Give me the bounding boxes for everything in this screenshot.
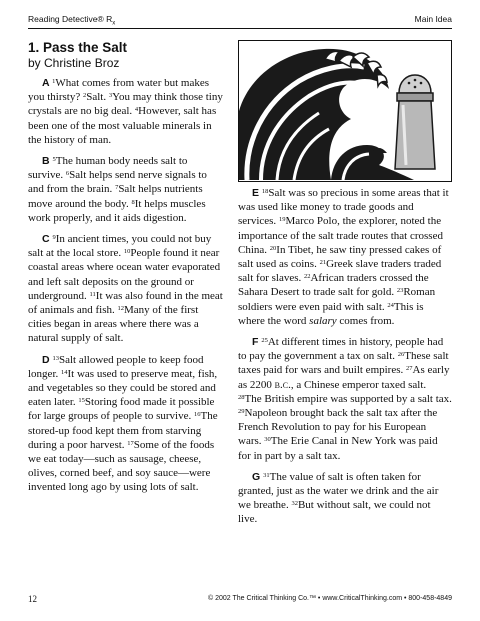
sentence-number: 9 bbox=[52, 234, 56, 242]
small-caps-text: b.c. bbox=[274, 378, 291, 391]
paragraph-a: A $^1$What comes from water but makes you thirsty? $^2$Salt. $^3$You may think those tiny crystals are no big deal. $^4$However, salt has been one of the most valuable minerals in the history of man. bbox=[28, 77, 223, 146]
sentence-number: 32 bbox=[291, 500, 298, 508]
salt-shaker-icon bbox=[395, 75, 435, 169]
sentence-number: 20 bbox=[269, 244, 277, 252]
sentence-number: 25 bbox=[261, 337, 268, 345]
sentence-number: 2 bbox=[83, 92, 87, 100]
story-title: 1. Pass the Salt bbox=[28, 40, 128, 55]
sentence-number: 10 bbox=[123, 248, 131, 256]
sentence-number: 15 bbox=[78, 397, 85, 405]
page-number: 12 bbox=[28, 594, 37, 604]
paragraph-letter: A bbox=[42, 77, 53, 89]
paragraph-letter: G bbox=[252, 470, 264, 483]
sentence-number: 16 bbox=[193, 411, 201, 419]
paragraph-c: C $^9$In ancient times, you could not buy salt at the local store. $^{10}$People found it near coastal areas where ocean water evaporated and left salt deposits on the ground or underground. $^{11}$It was also found in the meat of animals and fish. $^{12}$Many of the first cities began in areas where there was a natural supply of salt. bbox=[28, 233, 223, 345]
sentence-number: 21 bbox=[319, 259, 327, 267]
page-header bbox=[28, 14, 452, 28]
sentence-number: 3 bbox=[108, 92, 113, 100]
section-name: Main Idea bbox=[414, 14, 452, 24]
sentence-number: 14 bbox=[61, 368, 68, 376]
left-column bbox=[28, 76, 224, 502]
sentence-number: 7 bbox=[115, 184, 119, 192]
paragraph-f: F $^{25}$At different times in history, people had to pay the government a tax on salt. $^{26}$These salt taxes paid for wars and built empires. $^{27}$As early as 2200 b.c., a Chinese emperor taxed salt. $^{28}$The British empire was supported by a salt tax. $^{29}$Napoleon brought back the salt tax after the French Revolution to pay for his European wars. $^{30}$The Erie Canal in New York was paid for in part by a salt tax. bbox=[238, 336, 452, 462]
sentence-number: 6 bbox=[65, 170, 70, 178]
header-rule bbox=[28, 28, 452, 29]
paragraph-b: B $^5$The human body needs salt to survive. $^6$Salt helps send nerve signals to and from the brain. $^7$Salt helps nutrients move around the body. $^8$It helps muscles work properly, and it aids digestion. bbox=[28, 155, 207, 224]
sentence-number: 26 bbox=[397, 351, 405, 359]
paragraph-letter: C bbox=[42, 233, 53, 246]
paragraph-d: D $^{13}$Salt allowed people to keep food longer. $^{14}$It was used to preserve meat, fish, and vegetables so they could be stored and eaten later. $^{15}$Storing food made it possible for large groups of people to survive. $^{16}$The stored-up food kept them from starving during a poor harvest. $^{17}$Some of the foods we eat today—such as sausage, cheese, olives, corned beef, and soy sauce—were invented long ago by using lots of salt. bbox=[28, 353, 218, 494]
paragraph-g: G $^{31}$The value of salt is often taken for granted, just as the water we drink and the air we breathe. $^{32}$But without salt, we could not live. bbox=[238, 470, 439, 526]
sentence-number: 4 bbox=[134, 106, 139, 114]
sentence-number: 1 bbox=[52, 78, 56, 85]
sentence-number: 11 bbox=[89, 290, 96, 298]
sentence-number: 12 bbox=[117, 305, 125, 313]
story-author: by Christine Broz bbox=[28, 56, 120, 70]
italic-word: salary bbox=[309, 314, 337, 327]
sentence-number: 31 bbox=[263, 471, 270, 479]
right-column bbox=[238, 186, 452, 534]
paragraph-e: E $^{18}$Salt was so precious in some areas that it was used like money to trade goods and services. $^{19}$Marco Polo, the explorer, noted the importance of the salt trade routes that crossed China. $^{20}$In Tibet, he saw tiny pressed cakes of salt used as coins. $^{21}$Greek slave traders traded salt for slaves. $^{22}$African traders crossed the Sahara Desert to trade salt for gold. $^{23}$Roman soldiers were even paid with salt. $^{24}$This is where the word salary comes from. bbox=[238, 187, 449, 327]
wave-illustration-svg bbox=[239, 41, 450, 180]
sentence-number: 24 bbox=[387, 301, 394, 309]
sentence-number: 5 bbox=[52, 156, 56, 164]
page-footer bbox=[28, 594, 452, 606]
sentence-number: 27 bbox=[406, 365, 413, 373]
sentence-number: 19 bbox=[278, 216, 286, 224]
paragraph-letter: E bbox=[252, 187, 262, 199]
sentence-number: 29 bbox=[238, 408, 245, 416]
paragraph-letter: D bbox=[42, 353, 53, 366]
sentence-number: 23 bbox=[396, 287, 404, 295]
paragraph-letter: F bbox=[252, 336, 262, 349]
wave-salt-shaker-illustration bbox=[238, 40, 452, 182]
sentence-number: 22 bbox=[303, 273, 311, 281]
paragraph-letter: B bbox=[42, 155, 53, 168]
sentence-number: 17 bbox=[127, 439, 134, 447]
sentence-number: 30 bbox=[264, 436, 271, 444]
sentence-number: 8 bbox=[131, 198, 135, 206]
sentence-number: 13 bbox=[52, 354, 59, 362]
sentence-number: 28 bbox=[238, 393, 245, 401]
book-title: Reading Detective® $R_x$ bbox=[28, 14, 116, 27]
copyright-line: © 2002 The Critical Thinking Co.™ • www.CriticalThinking.com • 800-458-4849 bbox=[207, 595, 452, 602]
sentence-number: 18 bbox=[261, 188, 269, 195]
